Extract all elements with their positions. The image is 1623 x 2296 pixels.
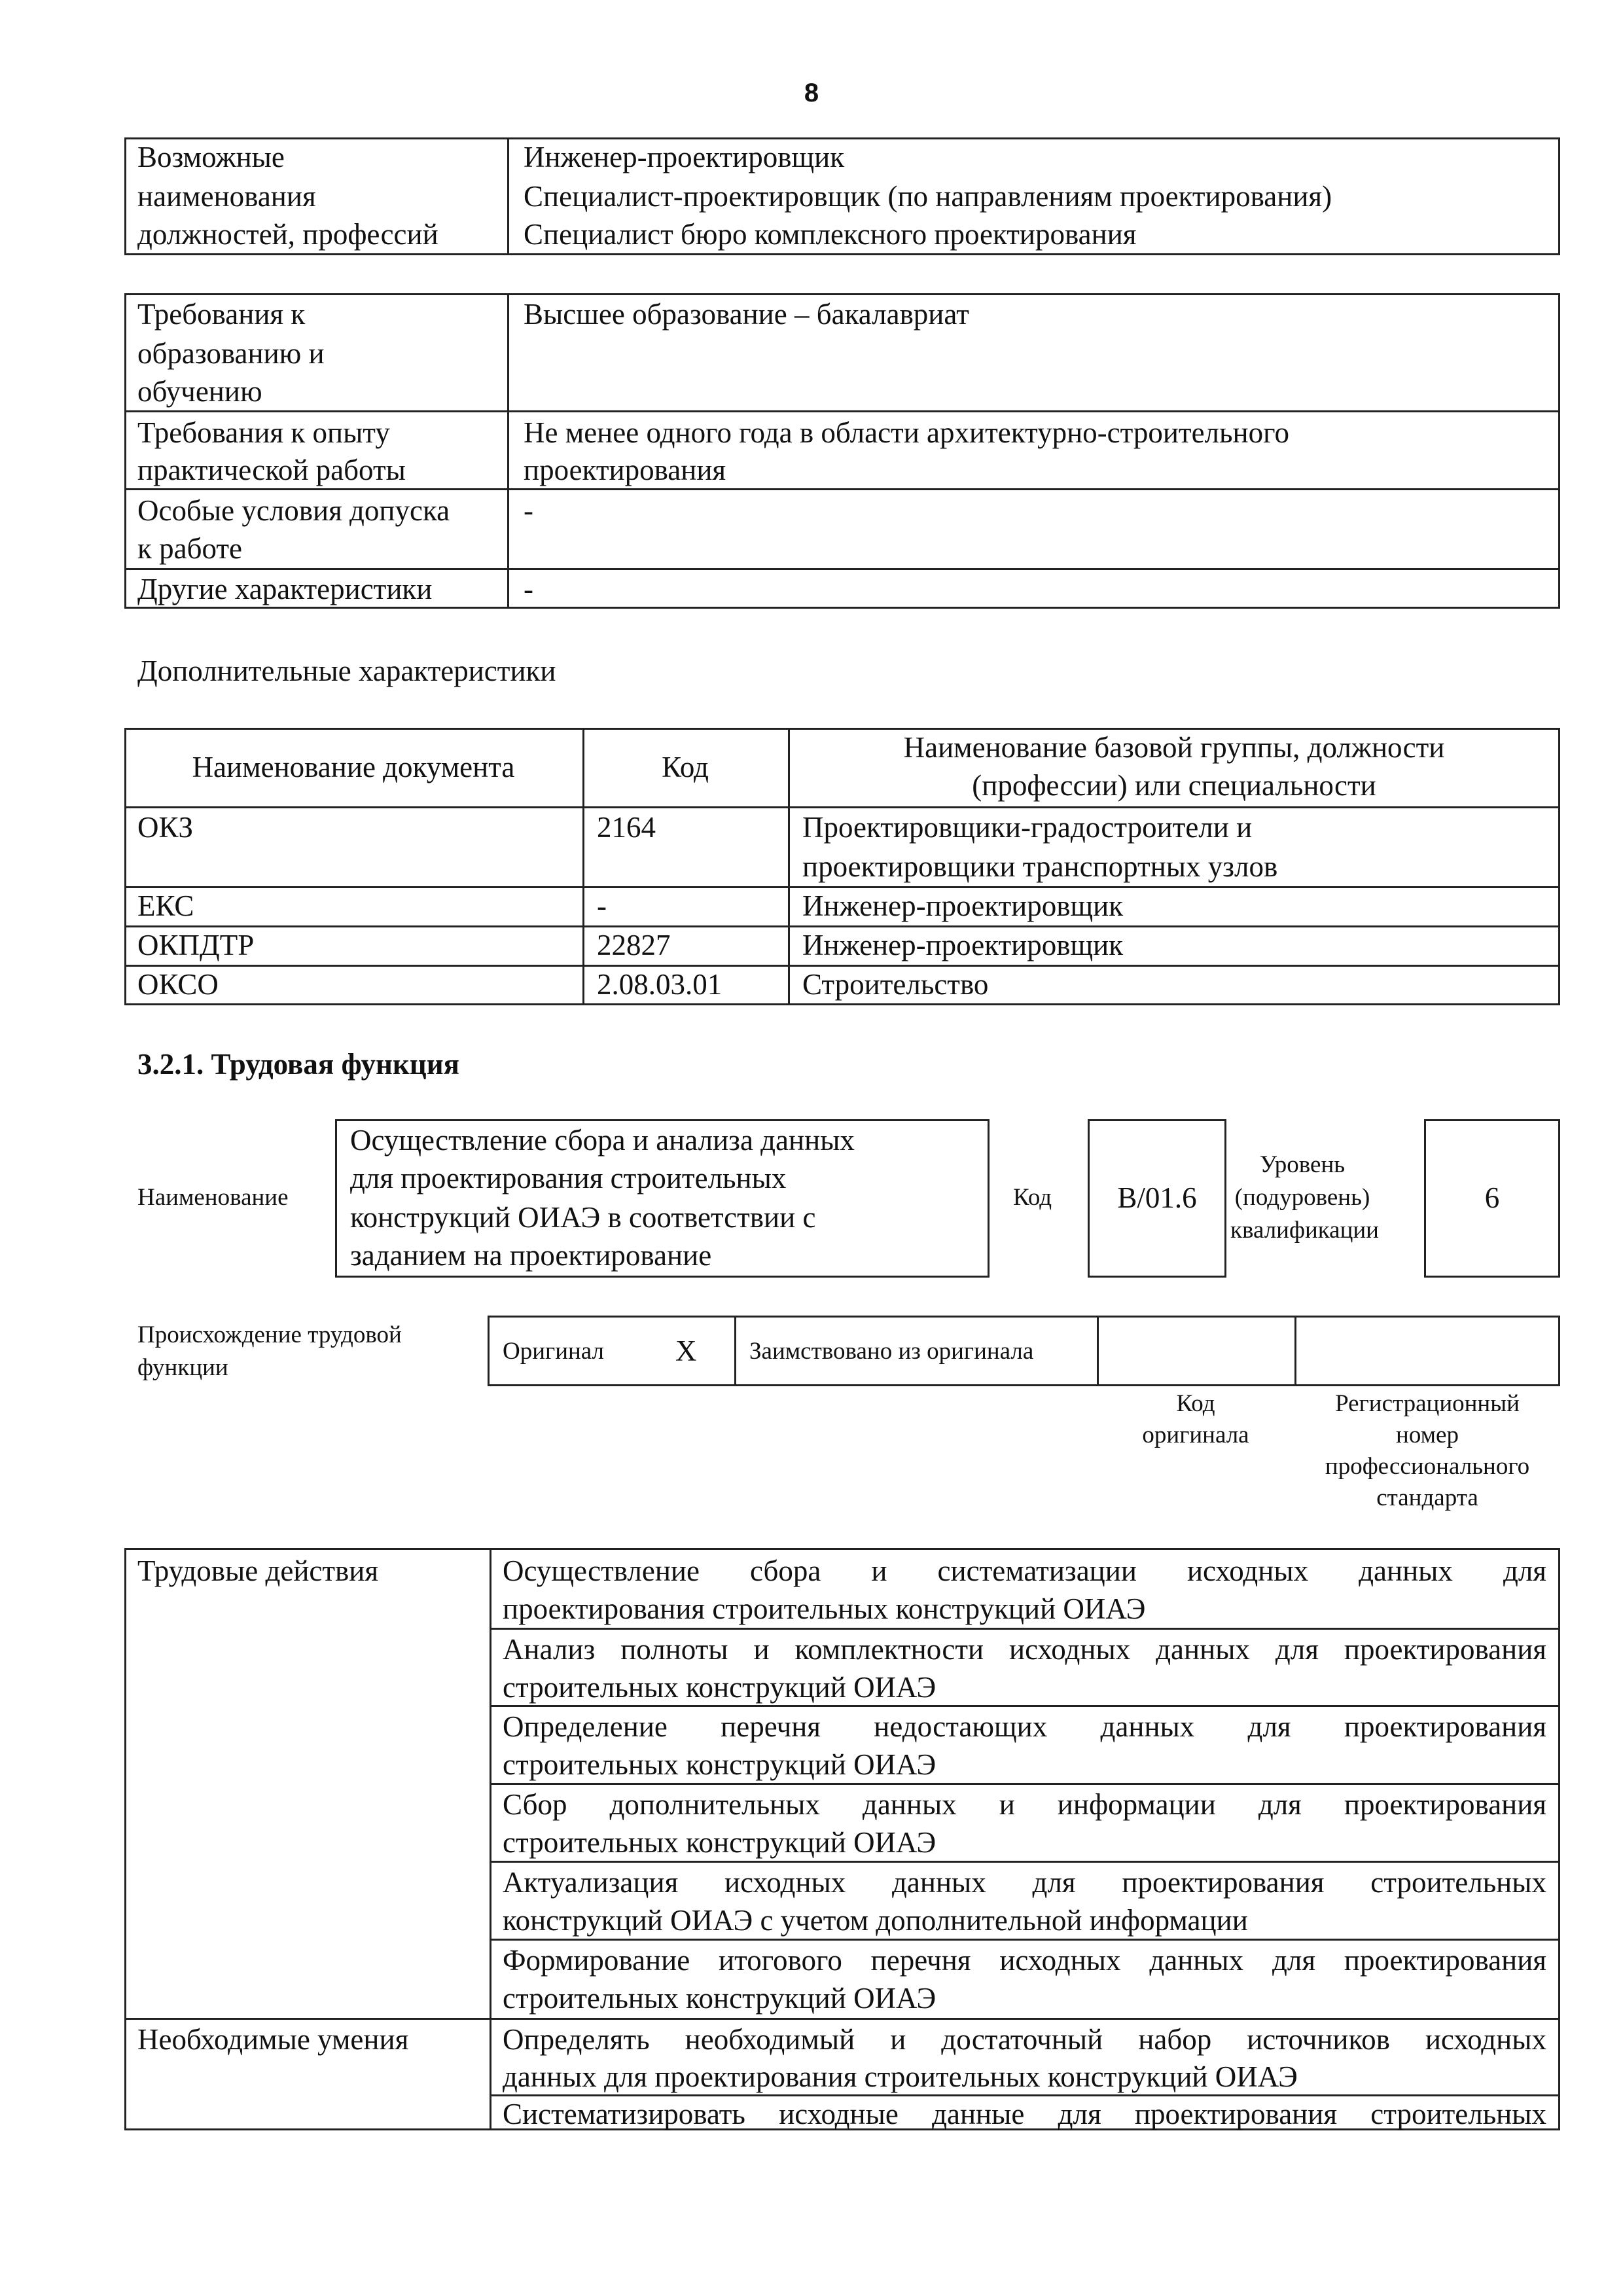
requirement-label: обучению bbox=[137, 375, 262, 408]
requirement-label: практической работы bbox=[137, 454, 406, 486]
requirement-label: Особые условия допуска bbox=[137, 494, 450, 527]
table-cell: Инженер-проектировщик bbox=[802, 929, 1124, 961]
skill-item: данных для проектирования строительных конструкций ОИАЭ bbox=[503, 2060, 1298, 2093]
origin-label-line: функции bbox=[137, 1354, 228, 1381]
code-caption: оригинала bbox=[1142, 1422, 1249, 1448]
column-header: Код bbox=[662, 751, 709, 783]
function-name-line: заданием на проектирование bbox=[350, 1239, 712, 1272]
function-name-line: конструкций ОИАЭ в соответствии с bbox=[350, 1201, 816, 1234]
table-divider bbox=[1097, 1316, 1099, 1386]
table-cell: ОКЗ bbox=[137, 811, 194, 844]
table-cell: Проектировщики-градостроители и bbox=[802, 811, 1253, 844]
table-cell: ЕКС bbox=[137, 889, 194, 922]
origin-borrowed: Заимствовано из оригинала bbox=[749, 1338, 1034, 1365]
labor-actions-label: Трудовые действия bbox=[137, 1554, 379, 1587]
table-cell: проектировщики транспортных узлов bbox=[802, 850, 1278, 883]
column-header: Наименование документа bbox=[192, 751, 515, 783]
labor-action-item: Сбор дополнительных данных и информации для проектирования bbox=[503, 1788, 1546, 1821]
table-divider bbox=[1294, 1316, 1296, 1386]
skill-item: Систематизировать исходные данные для проектирования строительных bbox=[503, 2098, 1546, 2130]
function-name-label: Наименование bbox=[137, 1184, 289, 1211]
function-code-label: Код bbox=[1013, 1184, 1052, 1211]
origin-mark: X bbox=[675, 1335, 697, 1367]
position-title: Специалист-проектировщик (по направлениям проектирования) bbox=[524, 180, 1332, 213]
table-cell: ОКПДТР bbox=[137, 929, 255, 961]
origin-original: Оригинал bbox=[503, 1338, 605, 1365]
function-name-line: для проектирования строительных bbox=[350, 1162, 787, 1194]
labor-action-item: Анализ полноты и комплектности исходных данных для проектирования bbox=[503, 1633, 1546, 1666]
labor-action-item: строительных конструкций ОИАЭ bbox=[503, 1982, 936, 2015]
requirement-value: Не менее одного года в области архитектурно-строительного bbox=[524, 416, 1289, 449]
reg-caption: стандарта bbox=[1376, 1484, 1478, 1511]
level-label-line: (подуровень) bbox=[1234, 1184, 1370, 1211]
function-code: B/01.6 bbox=[1117, 1181, 1197, 1214]
labor-action-item: Формирование итогового перечня исходных данных для проектирования bbox=[503, 1944, 1546, 1977]
table-cell: 2164 bbox=[597, 811, 656, 844]
table-cell: 22827 bbox=[597, 929, 671, 961]
labor-action-item: конструкций ОИАЭ с учетом дополнительной информации bbox=[503, 1904, 1248, 1937]
skill-item: Определять необходимый и достаточный набор источников исходных bbox=[503, 2023, 1546, 2056]
table-cell: ОКСО bbox=[137, 968, 219, 1001]
page-number: 8 bbox=[804, 79, 819, 107]
requirement-label: образованию и bbox=[137, 337, 325, 370]
level-label-line: квалификации bbox=[1230, 1217, 1379, 1244]
reg-caption: номер bbox=[1396, 1422, 1459, 1448]
requirement-value: Высшее образование – бакалавриат bbox=[524, 298, 969, 331]
code-caption: Код bbox=[1176, 1390, 1215, 1417]
reg-caption: профессионального bbox=[1325, 1453, 1530, 1480]
table-divider bbox=[507, 137, 509, 255]
positions-label-line: должностей, профессий bbox=[137, 218, 438, 251]
table-divider bbox=[490, 1548, 491, 2130]
origin-label-line: Происхождение трудовой bbox=[137, 1321, 402, 1348]
labor-action-item: строительных конструкций ОИАЭ bbox=[503, 1748, 936, 1781]
labor-action-item: строительных конструкций ОИАЭ bbox=[503, 1826, 936, 1859]
requirement-value: - bbox=[524, 494, 533, 527]
table-divider bbox=[507, 293, 509, 609]
labor-action-item: Осуществление сбора и систематизации исходных данных для bbox=[503, 1554, 1546, 1587]
additional-title: Дополнительные характеристики bbox=[137, 655, 556, 687]
requirement-value: - bbox=[524, 573, 533, 605]
requirement-label: к работе bbox=[137, 532, 243, 565]
labor-action-item: проектирования строительных конструкций ОИАЭ bbox=[503, 1592, 1146, 1625]
labor-action-item: Определение перечня недостающих данных для проектирования bbox=[503, 1710, 1546, 1743]
table-cell: 2.08.03.01 bbox=[597, 968, 722, 1001]
qualification-level: 6 bbox=[1484, 1181, 1500, 1214]
labor-action-item: Актуализация исходных данных для проектирования строительных bbox=[503, 1866, 1546, 1899]
row-divider bbox=[124, 410, 1560, 412]
requirement-value: проектирования bbox=[524, 454, 726, 486]
reg-caption: Регистрационный bbox=[1335, 1390, 1520, 1417]
requirement-label: Другие характеристики bbox=[137, 573, 433, 605]
requirement-label: Требования к опыту bbox=[137, 416, 390, 449]
table-cell: - bbox=[597, 889, 607, 922]
table-divider bbox=[734, 1316, 736, 1386]
labor-action-item: строительных конструкций ОИАЭ bbox=[503, 1671, 936, 1704]
position-title: Специалист бюро комплексного проектирования bbox=[524, 218, 1137, 251]
function-name-line: Осуществление сбора и анализа данных bbox=[350, 1124, 855, 1157]
level-label-line: Уровень bbox=[1259, 1151, 1346, 1178]
table-cell: Инженер-проектировщик bbox=[802, 889, 1124, 922]
column-header: Наименование базовой группы, должности bbox=[903, 731, 1445, 764]
positions-label-line: Возможные bbox=[137, 141, 285, 173]
positions-label-line: наименования bbox=[137, 180, 316, 213]
requirement-label: Требования к bbox=[137, 298, 306, 331]
position-title: Инженер-проектировщик bbox=[524, 141, 845, 173]
column-header: (профессии) или специальности bbox=[972, 769, 1376, 802]
skills-label: Необходимые умения bbox=[137, 2023, 409, 2056]
table-cell: Строительство bbox=[802, 968, 989, 1001]
section-title: 3.2.1. Трудовая функция bbox=[137, 1048, 460, 1081]
